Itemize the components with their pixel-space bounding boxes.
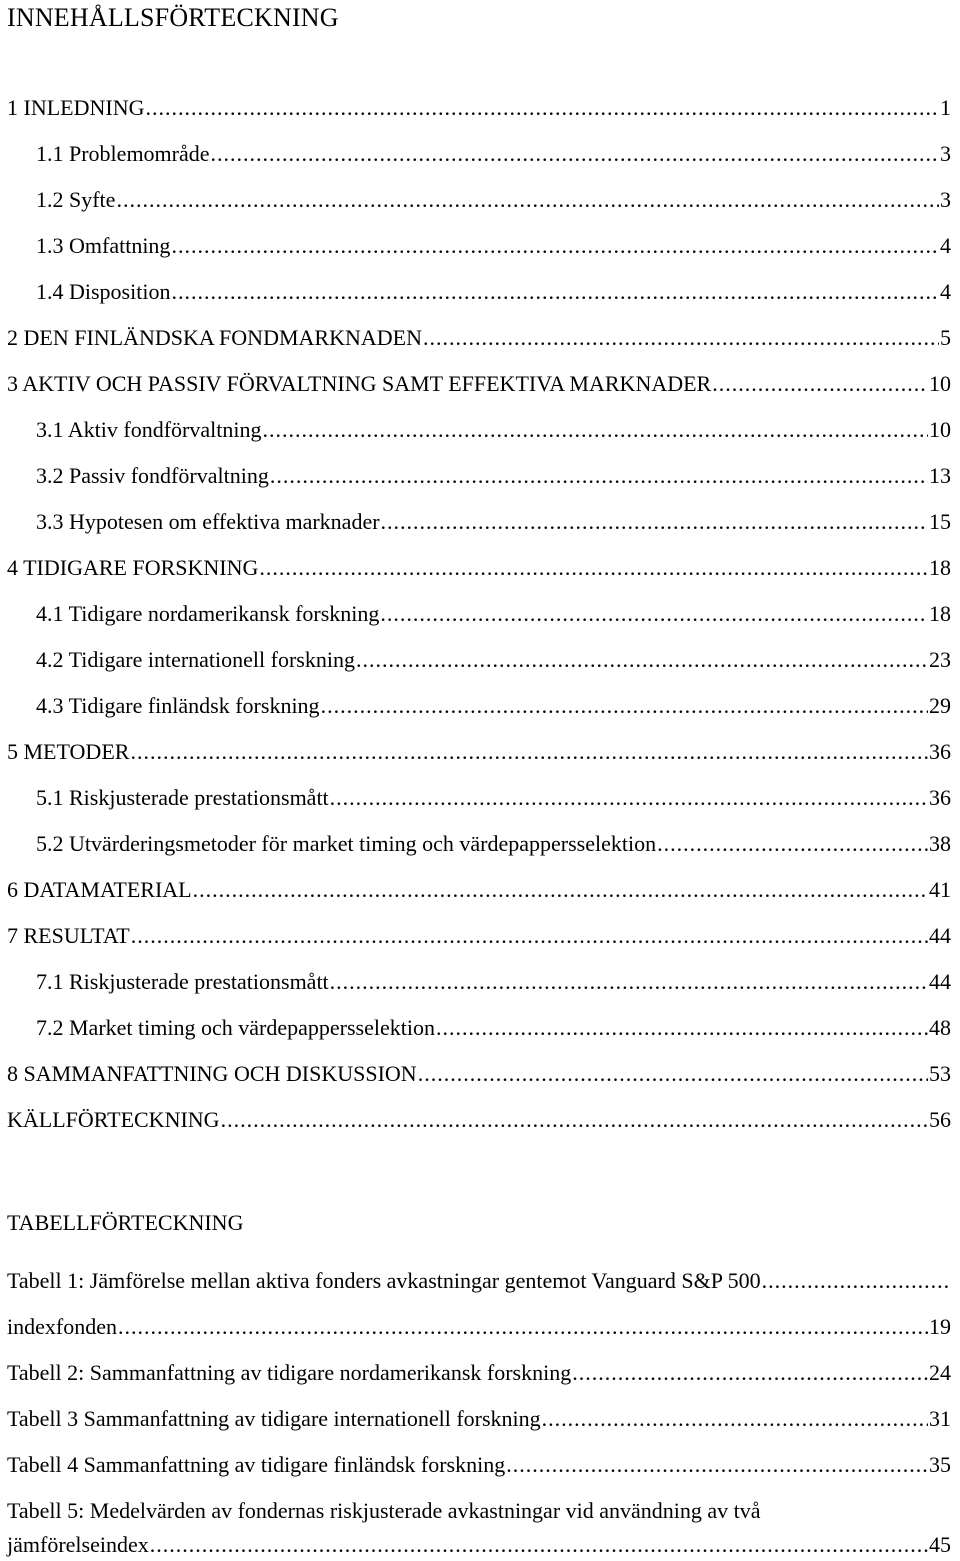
- dot-leader: [270, 461, 928, 491]
- dot-leader: [506, 1450, 928, 1480]
- table-entry-page: 19: [929, 1314, 951, 1339]
- toc-entry-title: 5 METODER: [7, 739, 130, 764]
- toc-entry-page: 18: [929, 555, 951, 580]
- dot-leader: [321, 691, 928, 721]
- toc-entry-page: 13: [929, 463, 951, 488]
- toc-entry[interactable]: [36, 231, 951, 261]
- dot-leader: [211, 139, 939, 169]
- toc-entry[interactable]: [36, 967, 951, 997]
- toc-entry-title: 5.2 Utvärderingsmetoder för market timing och värdepappersselektion: [36, 831, 657, 856]
- toc-entry-title: 4.1 Tidigare nordamerikansk forskning: [36, 601, 380, 626]
- toc-entry-title: 7.2 Market timing och värdepappersselektion: [36, 1015, 435, 1040]
- toc-entry-page: 10: [929, 371, 951, 396]
- dot-leader: [171, 231, 939, 261]
- table-entry-title: jämförelseindex: [7, 1532, 149, 1557]
- toc-entry-title: 8 SAMMANFATTNING OCH DISKUSSION: [7, 1061, 417, 1086]
- dot-leader: [380, 599, 928, 629]
- toc-entry-title: 4.2 Tidigare internationell forskning: [36, 647, 355, 672]
- toc-entry[interactable]: [36, 415, 951, 445]
- toc-entry[interactable]: [36, 783, 951, 813]
- dot-leader: [131, 921, 928, 951]
- toc-entry-page: 23: [929, 647, 951, 672]
- toc-entry-title: 1.4 Disposition: [36, 279, 171, 304]
- table-entry-title: indexfonden: [7, 1314, 117, 1339]
- table-entry-continuation[interactable]: [7, 1530, 951, 1560]
- toc-entry-title: 2 DEN FINLÄNDSKA FONDMARKNADEN: [7, 325, 422, 350]
- toc-entry-page: 3: [940, 141, 951, 166]
- toc-entry-page: 44: [929, 923, 951, 948]
- toc-entry-title: 4.3 Tidigare finländsk forskning: [36, 693, 320, 718]
- dot-leader: [542, 1404, 928, 1434]
- table-entry-title[interactable]: Tabell 5: Medelvärden av fondernas riskjusterade avkastningar vid användning av två: [7, 1498, 761, 1523]
- toc-entry-title: 7.1 Riskjusterade prestationsmått: [36, 969, 329, 994]
- toc-entry-title: 7 RESULTAT: [7, 923, 130, 948]
- toc-entry[interactable]: [36, 691, 951, 721]
- toc-entry-title: 3 AKTIV OCH PASSIV FÖRVALTNING SAMT EFFEKTIVA MARKNADER: [7, 371, 712, 396]
- dot-leader: [150, 1530, 928, 1560]
- toc-entry[interactable]: [7, 737, 951, 767]
- dot-leader: [712, 369, 928, 399]
- toc-entry-page: 4: [940, 279, 951, 304]
- dot-leader: [423, 323, 939, 353]
- table-entry-title: Tabell 4 Sammanfattning av tidigare finländsk forskning: [7, 1452, 506, 1477]
- toc-entry[interactable]: [36, 277, 951, 307]
- toc-entry-title: 6 DATAMATERIAL: [7, 877, 192, 902]
- toc-entry-title: 3.3 Hypotesen om effektiva marknader: [36, 509, 380, 534]
- toc-entry[interactable]: [7, 875, 951, 905]
- dot-leader: [145, 93, 939, 123]
- dot-leader: [130, 737, 928, 767]
- toc-entry-title: 1.1 Problemområde: [36, 141, 210, 166]
- table-entry-page: 31: [929, 1406, 951, 1431]
- table-entry[interactable]: [7, 1358, 951, 1388]
- table-entry[interactable]: [7, 1450, 951, 1480]
- table-entry[interactable]: [7, 1404, 951, 1434]
- table-entry-page: 35: [929, 1452, 951, 1477]
- dot-leader: [116, 185, 939, 215]
- toc-entry[interactable]: [36, 507, 951, 537]
- table-entry-page: 24: [929, 1360, 951, 1385]
- toc-entry[interactable]: [36, 645, 951, 675]
- dot-leader: [330, 783, 928, 813]
- toc-entry-title: 3.1 Aktiv fondförvaltning: [36, 417, 262, 442]
- toc-entry-title: 1.3 Omfattning: [36, 233, 171, 258]
- toc-entry[interactable]: [7, 369, 951, 399]
- toc-entry[interactable]: [7, 921, 951, 951]
- toc-heading: INNEHÅLLSFÖRTECKNING: [7, 3, 339, 32]
- toc-entry[interactable]: [7, 553, 951, 583]
- toc-entry[interactable]: [36, 599, 951, 629]
- dot-leader: [118, 1312, 928, 1342]
- tables-heading: TABELLFÖRTECKNING: [7, 1210, 244, 1235]
- toc-entry-page: 36: [929, 785, 951, 810]
- toc-entry[interactable]: [7, 1105, 951, 1135]
- dot-leader: [381, 507, 928, 537]
- toc-entry-page: 36: [929, 739, 951, 764]
- dot-leader: [330, 967, 928, 997]
- toc-entry[interactable]: [36, 185, 951, 215]
- toc-entry-page: 18: [929, 601, 951, 626]
- toc-entry-title: 4 TIDIGARE FORSKNING: [7, 555, 259, 580]
- table-entry-continuation[interactable]: [7, 1312, 951, 1342]
- table-entry-title: Tabell 2: Sammanfattning av tidigare nordamerikansk forskning: [7, 1360, 572, 1385]
- toc-entry-title: 1.2 Syfte: [36, 187, 116, 212]
- toc-entry-page: 5: [940, 325, 951, 350]
- toc-entry-page: 38: [929, 831, 951, 856]
- toc-entry[interactable]: [7, 323, 951, 353]
- toc-entry-page: 10: [929, 417, 951, 442]
- dot-leader: [262, 415, 928, 445]
- dot-leader: [572, 1358, 928, 1388]
- dot-leader: [657, 829, 928, 859]
- toc-entry-page: 29: [929, 693, 951, 718]
- dot-leader: [436, 1013, 928, 1043]
- toc-entry-title: 1 INLEDNING: [7, 95, 145, 120]
- toc-entry-page: 15: [929, 509, 951, 534]
- toc-entry-page: 56: [929, 1107, 951, 1132]
- dot-leader: [762, 1266, 950, 1296]
- table-entry-title: Tabell 1: Jämförelse mellan aktiva fonders avkastningar gentemot Vanguard S&P 500: [7, 1268, 761, 1293]
- table-entry-page: 45: [929, 1532, 951, 1557]
- table-entry[interactable]: [7, 1266, 951, 1296]
- toc-entry-title: 5.1 Riskjusterade prestationsmått: [36, 785, 329, 810]
- toc-entry-page: 4: [940, 233, 951, 258]
- toc-entry[interactable]: [7, 1059, 951, 1089]
- dot-leader: [356, 645, 928, 675]
- toc-entry-page: 44: [929, 969, 951, 994]
- toc-entry-page: 48: [929, 1015, 951, 1040]
- table-entry-title: Tabell 3 Sammanfattning av tidigare internationell forskning: [7, 1406, 541, 1431]
- toc-entry-title: KÄLLFÖRTECKNING: [7, 1107, 220, 1132]
- toc-entry[interactable]: [7, 93, 951, 123]
- dot-leader: [171, 277, 939, 307]
- dot-leader: [193, 875, 928, 905]
- toc-entry-page: 53: [929, 1061, 951, 1086]
- toc-entry-page: 3: [940, 187, 951, 212]
- toc-entry[interactable]: [36, 1013, 951, 1043]
- dot-leader: [418, 1059, 928, 1089]
- toc-entry[interactable]: [36, 461, 951, 491]
- toc-entry[interactable]: [36, 139, 951, 169]
- toc-entry-title: 3.2 Passiv fondförvaltning: [36, 463, 269, 488]
- dot-leader: [221, 1105, 928, 1135]
- dot-leader: [259, 553, 928, 583]
- toc-entry-page: 1: [940, 95, 951, 120]
- toc-entry-page: 41: [929, 877, 951, 902]
- toc-entry[interactable]: [36, 829, 951, 859]
